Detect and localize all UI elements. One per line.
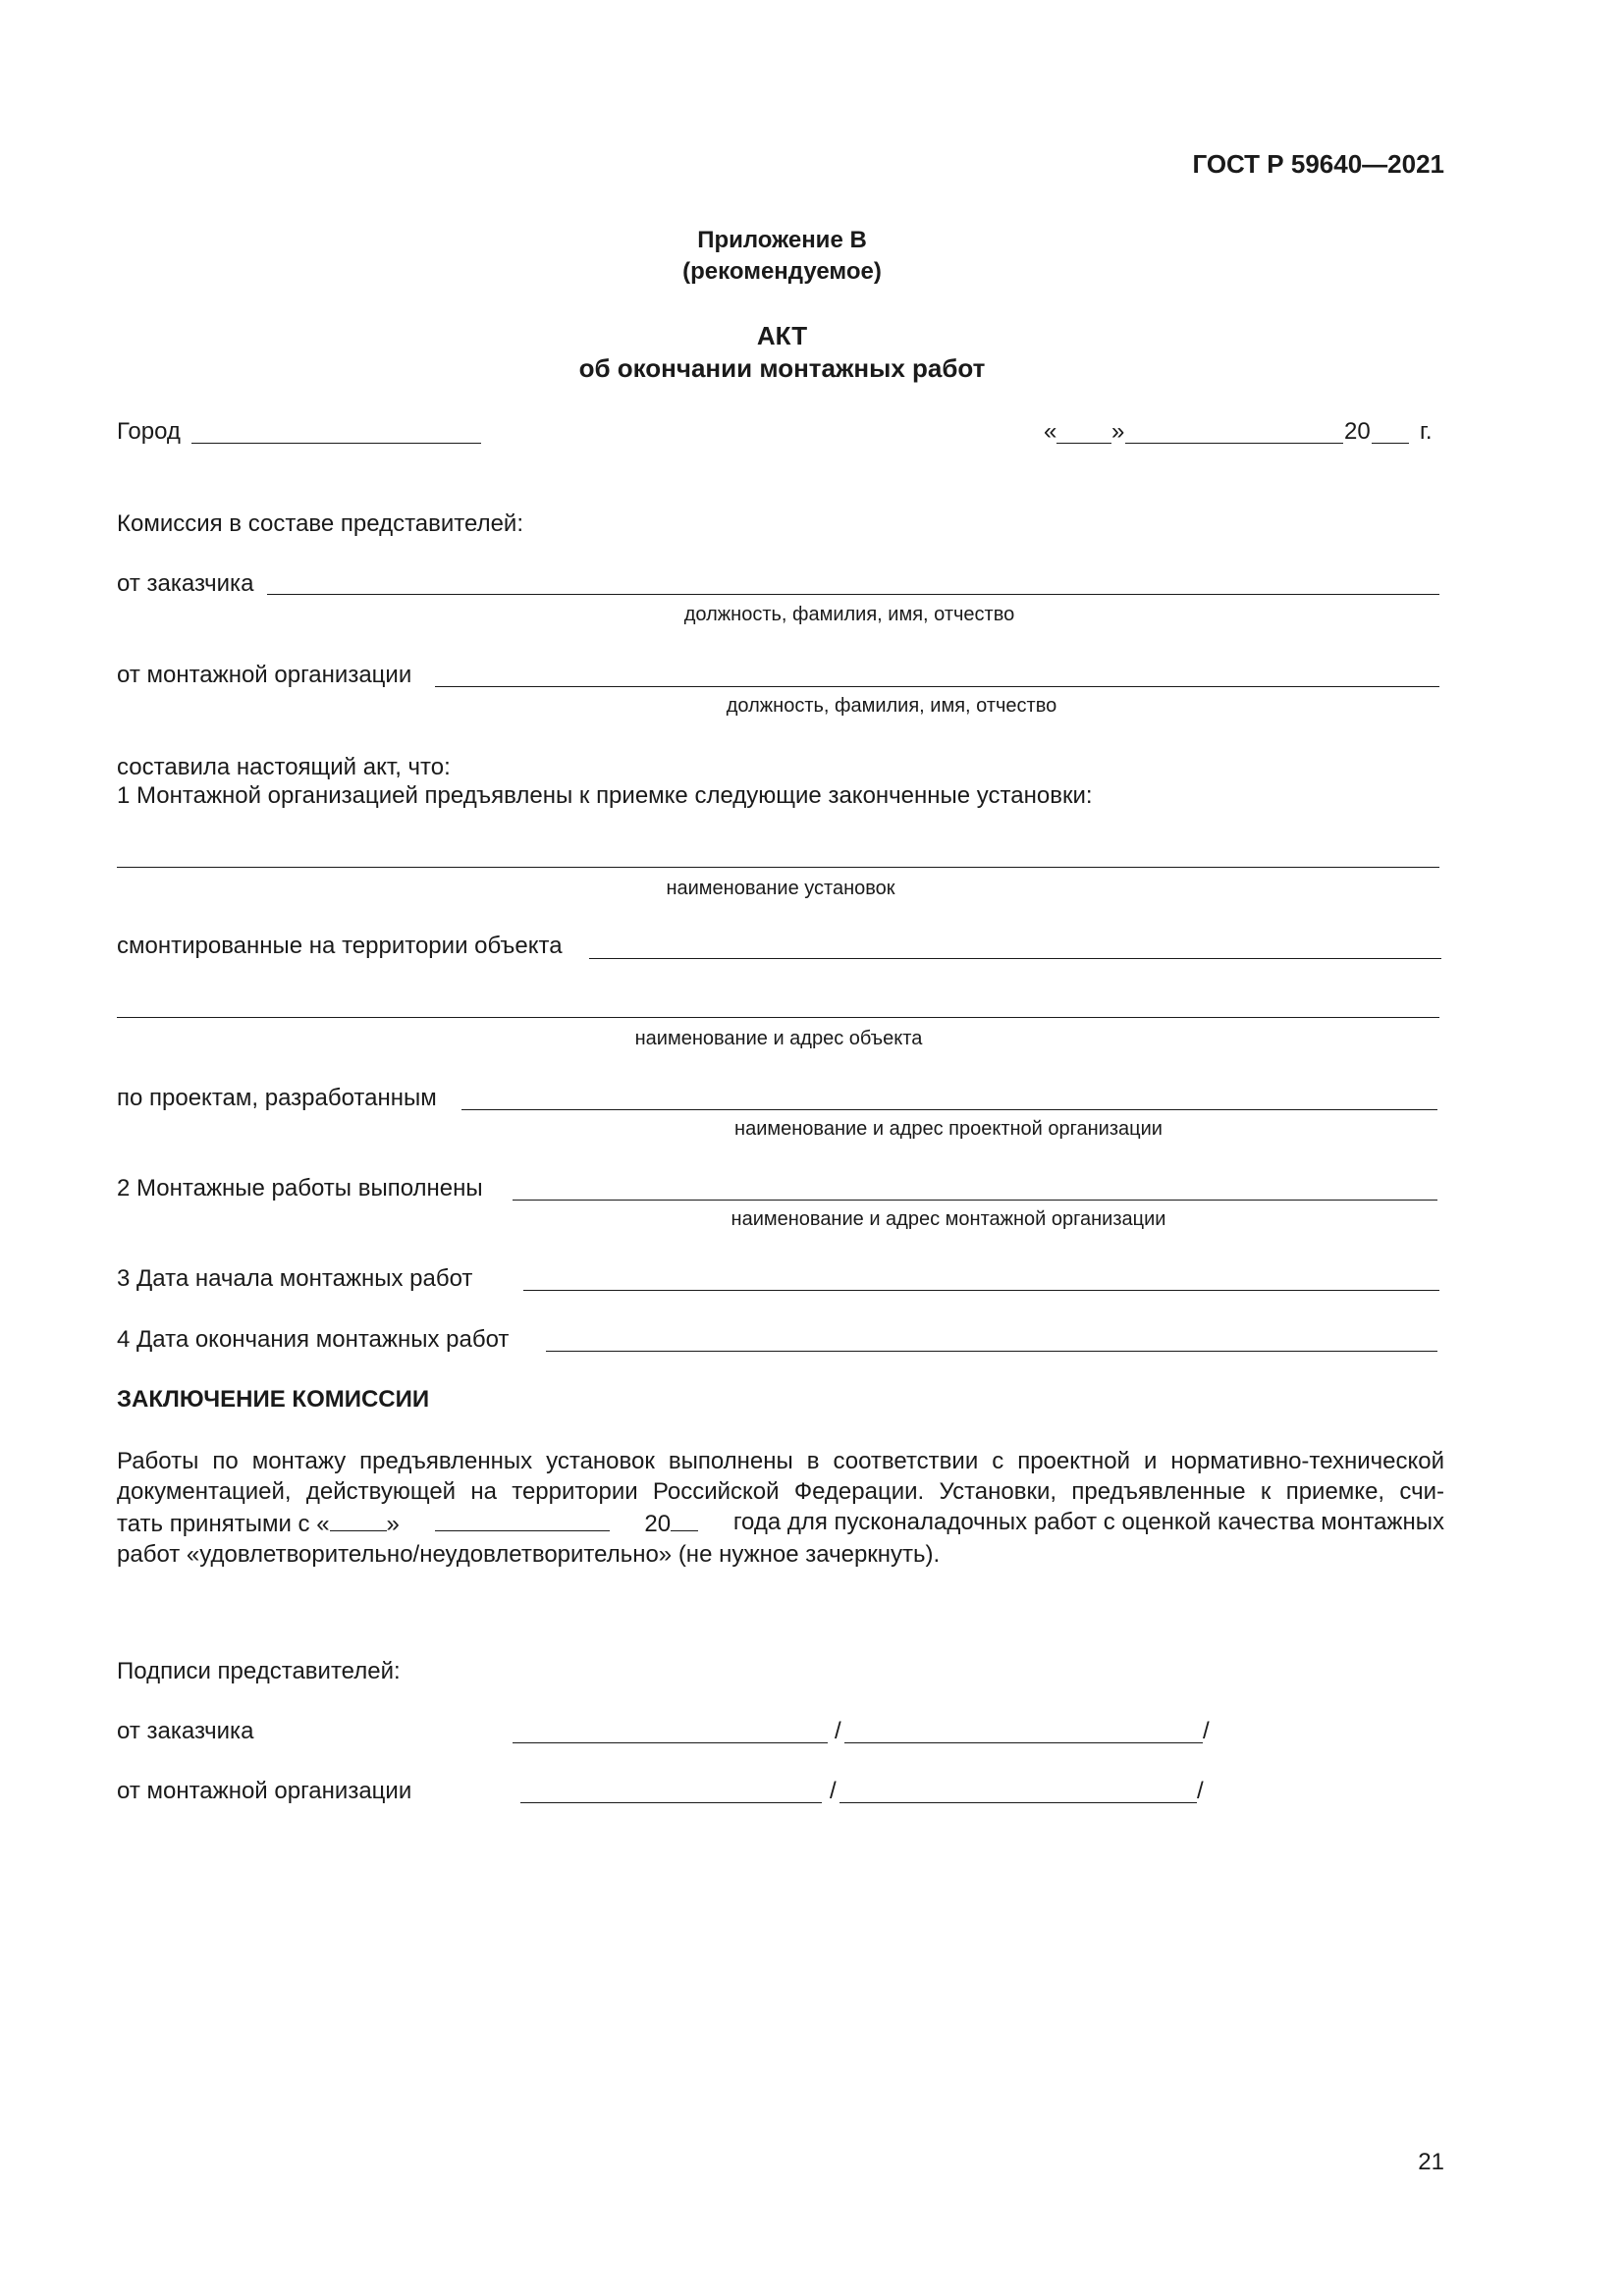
design-org-caption: наименование и адрес проектной организации — [734, 1118, 1163, 1140]
sign-contractor-slash: / — [830, 1778, 837, 1804]
mounted-label: смонтированные на территории объекта — [117, 933, 563, 959]
accept-rest-text: года для пусконаладочных работ с оценкой качества монтажных — [732, 1509, 1444, 1535]
object-caption: наименование и адрес объекта — [634, 1028, 923, 1049]
sign-contractor-signature-field[interactable] — [520, 1802, 822, 1803]
design-org-field[interactable] — [461, 1109, 1437, 1110]
conclusion-line-1: Работы по монтажу предъявленных установок выполнены в соответствии с проектной и нормативно-технической — [117, 1448, 1444, 1474]
date-year-suffix: г. — [1420, 418, 1433, 445]
conclusion-line-2: документацией, действующей на территории Российской Федерации. Установки, предъявленные к приемке, счи- — [117, 1478, 1444, 1505]
date-open-quote: « — [1044, 418, 1057, 445]
conclusion-heading: ЗАКЛЮЧЕНИЕ КОМИССИИ — [117, 1386, 430, 1413]
act-subtitle: об окончании монтажных работ — [578, 353, 986, 383]
date-year-field[interactable] — [1372, 443, 1409, 444]
sign-customer-slash-end: / — [1203, 1718, 1210, 1744]
install-org-caption: наименование и адрес монтажной организации — [731, 1208, 1166, 1230]
conclusion-paragraph — [117, 1446, 1444, 1570]
sign-contractor-slash-end: / — [1197, 1778, 1204, 1804]
standard-number: ГОСТ Р 59640—2021 — [1192, 149, 1444, 179]
projects-label: по проектам, разработанным — [117, 1085, 437, 1111]
date-year-prefix: 20 — [1344, 418, 1371, 445]
page-number: 21 — [1418, 2149, 1444, 2175]
installations-caption: наименование установок — [666, 878, 895, 899]
object-field-1[interactable] — [589, 958, 1441, 959]
item-4-label: 4 Дата окончания монтажных работ — [117, 1326, 510, 1353]
item-1-text: 1 Монтажной организацией предъявлены к приемке следующие законченные установки: — [117, 782, 1093, 809]
item-2-label: 2 Монтажные работы выполнены — [117, 1175, 483, 1201]
accept-year-field[interactable] — [671, 1507, 698, 1531]
conclusion-line-4: работ «удовлетворительно/неудовлетворительно» (не нужное зачеркнуть). — [117, 1541, 941, 1568]
sign-customer-label: от заказчика — [117, 1718, 254, 1744]
sign-contractor-label: от монтажной организации — [117, 1778, 412, 1804]
customer-rep-field[interactable] — [267, 594, 1439, 595]
customer-rep-caption: должность, фамилия, имя, отчество — [683, 604, 1015, 625]
conclusion-line-3 — [117, 1507, 1444, 1539]
sign-customer-slash: / — [835, 1718, 841, 1744]
end-date-field[interactable] — [546, 1351, 1437, 1352]
city-field[interactable] — [191, 443, 481, 444]
commission-intro: Комиссия в составе представителей: — [117, 510, 523, 537]
appendix-title: Приложение В — [697, 227, 867, 253]
contractor-rep-label: от монтажной организации — [117, 662, 412, 688]
accept-day-field[interactable] — [330, 1507, 387, 1531]
act-title: АКТ — [756, 321, 808, 350]
object-field-2[interactable] — [117, 1017, 1439, 1018]
sign-customer-signature-field[interactable] — [513, 1742, 828, 1743]
sign-contractor-name-field[interactable] — [839, 1802, 1197, 1803]
contractor-rep-field[interactable] — [435, 686, 1439, 687]
start-date-field[interactable] — [523, 1290, 1439, 1291]
customer-rep-label: от заказчика — [117, 570, 254, 597]
composed-text: составила настоящий акт, что: — [117, 754, 451, 780]
contractor-rep-caption: должность, фамилия, имя, отчество — [726, 695, 1057, 717]
install-org-field[interactable] — [513, 1200, 1437, 1201]
signatures-heading: Подписи представителей: — [117, 1658, 401, 1684]
appendix-subtitle: (рекомендуемое) — [682, 258, 882, 285]
accept-year-prefix: 20 — [644, 1511, 672, 1537]
date-close-quote: » — [1111, 418, 1125, 445]
sign-customer-name-field[interactable] — [844, 1742, 1203, 1743]
accept-close-quote: » — [386, 1511, 400, 1537]
installations-field[interactable] — [117, 867, 1439, 868]
date-day-field[interactable] — [1056, 443, 1111, 444]
date-month-field[interactable] — [1125, 443, 1343, 444]
item-3-label: 3 Дата начала монтажных работ — [117, 1265, 473, 1292]
accept-from-text: тать принятыми с « — [117, 1511, 330, 1537]
accept-month-field[interactable] — [435, 1507, 610, 1531]
city-label: Город — [117, 418, 181, 445]
